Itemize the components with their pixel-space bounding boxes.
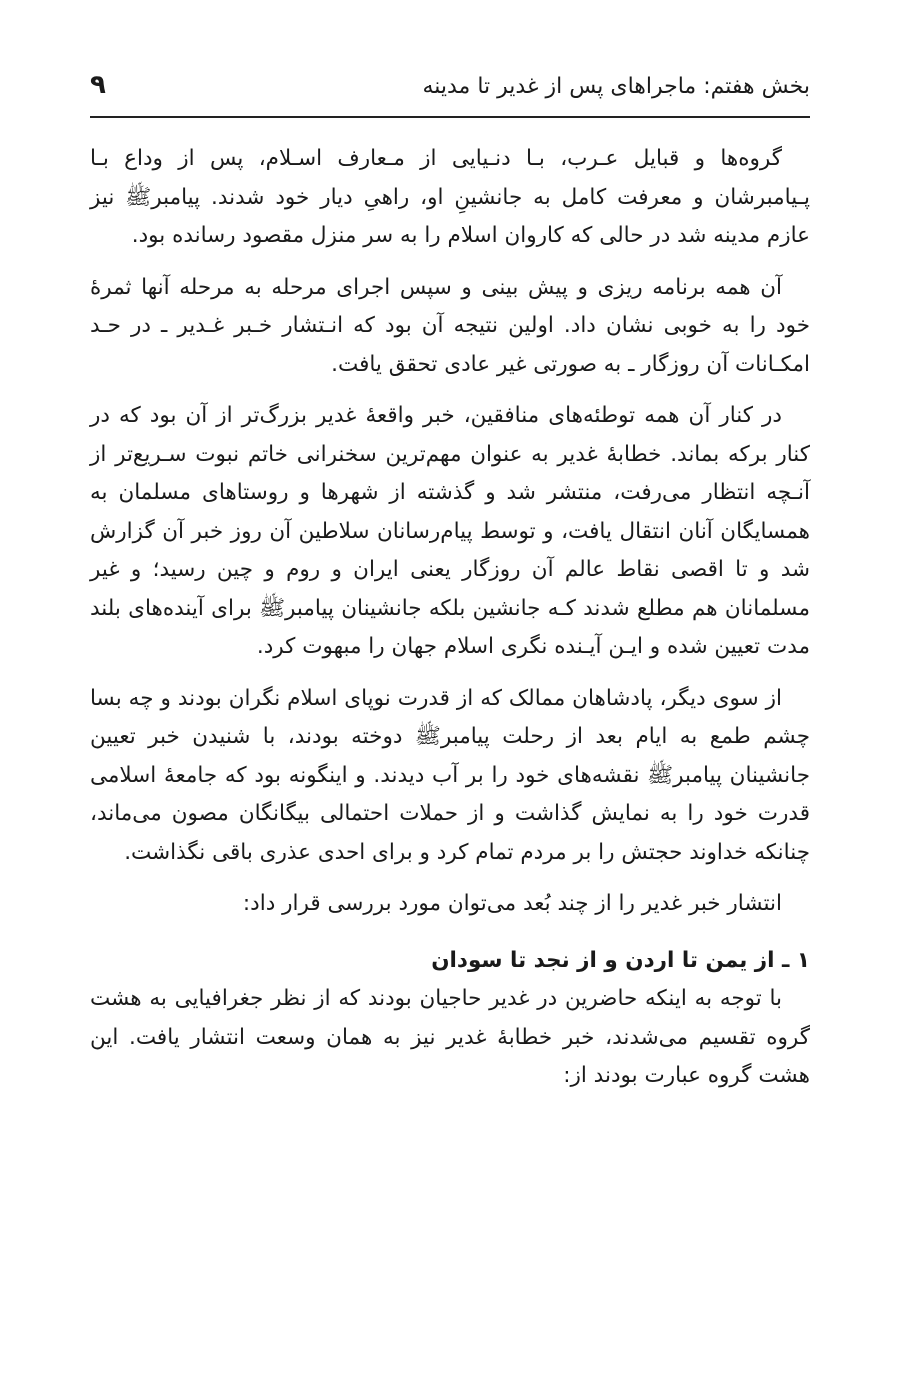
page-header [90, 70, 810, 118]
paragraph-5: انتشار خبر غدیر را از چند بُعد می‌توان مورد بررسی قرار داد: [242, 891, 782, 916]
page-number: ۹ [90, 70, 106, 100]
section-heading: ۱ ـ از یمن تا اردن و از نجد تا سودان [431, 947, 810, 973]
paragraph-2: آن همه برنامه ریزی و پیش بینی و سپس اجرای مرحله به مرحله آنها ثمرهٔ خود را به خوبی نشان داد. اولین نتیجه آن بود که انـتشار خـبر غـدیر ـ در حـد امکـانات آن روزگار ـ به صورتی غیر عادی تحقق یافت. [90, 274, 810, 377]
paragraph-3: در کنار آن همه توطئه‌های منافقین، خبر واقعهٔ غدیر بزرگ‌تر از آن بود که در کنار برکه بماند. خطابهٔ غدیر به عنوان مهم‌ترین سخنرانی خاتم نبوت سـریع‌تر از آنـچه انتظار می‌رفت، منتشر شد و گذشته از شهرها و روستاهای مسلمان به همسایگان آنان انتقال یافت، و توسط پیام‌رسانان سلاطین آن روز خبر آن گزارش شد و تا اقصی نقاط عالم آن روزگار یعنی ایران و روم و چین رسید؛ و غیر مسلمانان هم مطلع شدند کـه جانشین بلکه جانشینان پیامبرﷺ برای آینده‌های بلند مدت تعیین شده و ایـن آیـنده نگری اسلام جهان را مبهوت کرد. [90, 403, 810, 659]
paragraph-4: از سوی دیگر، پادشاهان ممالک که از قدرت نوپای اسلام نگران بودند و چه بسا چشم طمع به ایام بعد از رحلت پیامبرﷺ دوخته بودند، با شنیدن خبر تعیین جانشینان پیامبرﷺ نقشه‌های خود را بر آب دیدند. و اینگونه بود که جامعهٔ اسلامی قدرت خود را به نمایش گذاشت و از حملات احتمالی بیگانگان مصون می‌ماند، چنانکه خداوند حجتش را بر مردم تمام کرد و برای احدی عذری باقی نگذاشت. [90, 685, 810, 865]
body-text [90, 140, 810, 1109]
paragraph-1: گروه‌ها و قبایل عـرب، بـا دنـیایی از مـعارف اسـلام، پس از وداع بـا پـیامبرشان و معرفت کامل به جانشینِ او، راهیِ دیار خود شدند. پیامبرﷺ نیز عازم مدینه شد در حالی که کاروان اسلام را به سر منزل مقصود رسانده بود. [90, 146, 810, 248]
section-paragraph: با توجه به اینکه حاضرین در غدیر حاجیان بودند که از نظر جغرافیایی به هشت گروه تقسیم می‌شدند، خبر خطابهٔ غدیر نیز به همان وسعت انتشار یافت. این هشت گروه عبارت بودند از: [90, 986, 810, 1088]
running-title: بخش هفتم: ماجراهای پس از غدیر تا مدینه [422, 74, 810, 99]
